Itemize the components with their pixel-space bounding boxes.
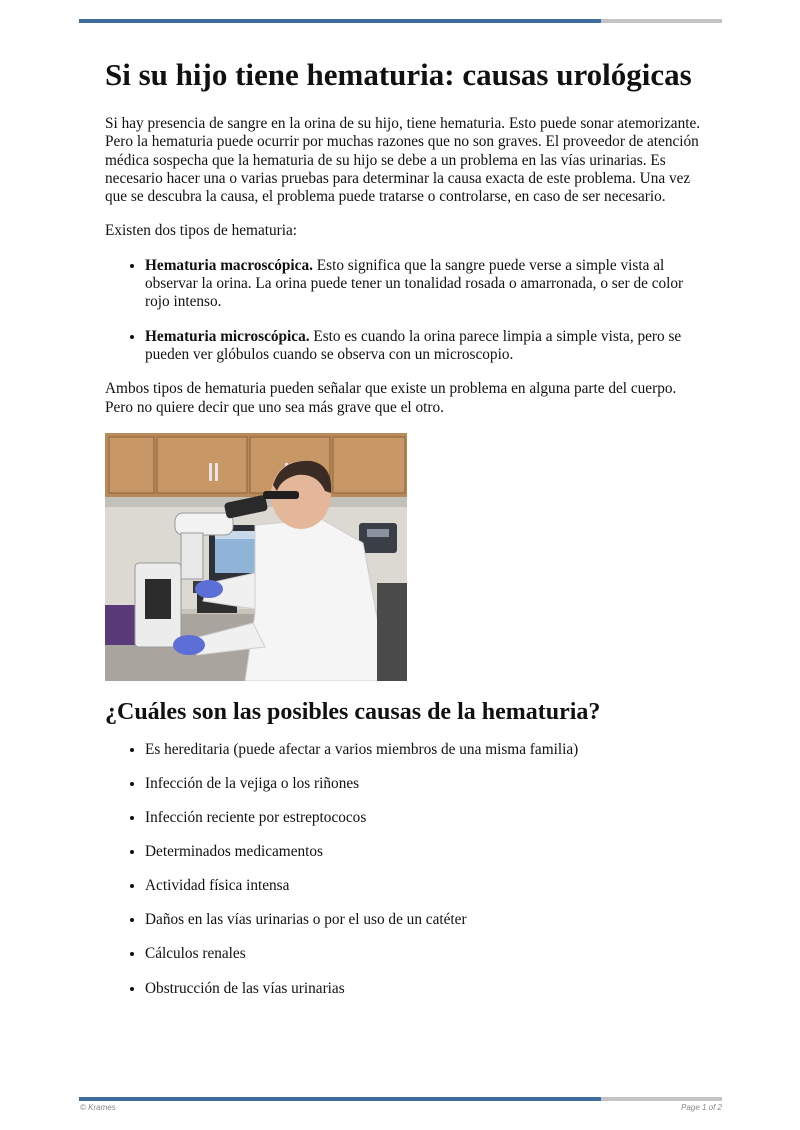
- list-item: • Cálculos renales: [145, 945, 705, 963]
- microscope-illustration: [105, 433, 407, 681]
- list-item: • Es hereditaria (puede afectar a varios miembros de una misma familia): [145, 741, 705, 759]
- type-term: Hematuria macroscópica.: [145, 256, 313, 274]
- types-note: Ambos tipos de hematuria pueden señalar que existe un problema en alguna parte del cuerpo. Pero no quiere decir que uno sea más grave que el otro.: [105, 380, 677, 416]
- page-title: Si su hijo tiene hematuria: causas urológicas: [105, 57, 692, 92]
- list-item: • Daños en las vías urinarias o por el uso de un catéter: [145, 911, 705, 929]
- copyright-text: © Krames: [80, 1103, 116, 1112]
- types-list: [105, 257, 705, 364]
- list-item: • Obstrucción de las vías urinarias: [145, 980, 705, 998]
- footer-rule-accent: [79, 1097, 601, 1101]
- list-item: • Actividad física intensa: [145, 877, 705, 895]
- type-description: Esto significa que la sangre puede verse a simple vista al observar la orina. La orina puede tener un tonalidad rosada o amarronada, o ser de color rojo intenso.: [145, 256, 684, 311]
- lab-technician-photo: [105, 433, 407, 681]
- causes-heading: ¿Cuáles son las posibles causas de la hematuria?: [105, 698, 601, 725]
- list-item: • Infección de la vejiga o los riñones: [145, 775, 705, 793]
- footer-rule: [79, 1097, 722, 1101]
- article: [105, 56, 705, 1014]
- list-item: • Determinados medicamentos: [145, 843, 705, 861]
- header-rule-track: [601, 19, 722, 23]
- type-description: Esto es cuando la orina parece limpia a simple vista, pero se pueden ver glóbulos cuando se observa con un microscopio.: [145, 327, 682, 363]
- list-item: [145, 328, 705, 365]
- header-rule: [79, 19, 722, 23]
- list-item: [145, 257, 705, 312]
- page-number: Page 1 of 2: [681, 1103, 722, 1112]
- footer-rule-track: [601, 1097, 722, 1101]
- intro-paragraph: Si hay presencia de sangre en la orina de su hijo, tiene hematuria. Esto puede sonar atemorizante. Pero la hematuria puede ocurrir por muchas razones que no son graves. El proveedor de atención médica sospecha que la hematuria de su hijo se debe a un problema en las vías urinarias. Es necesario hacer una o varias pruebas para determinar la causa exacta de este problema. Una vez que se descubra la causa, el problema puede tratarse o controlarse, en caso de ser necesario.: [105, 115, 701, 206]
- header-rule-accent: [79, 19, 601, 23]
- list-item: • Infección reciente por estreptococos: [145, 809, 705, 827]
- causes-list: [105, 741, 705, 998]
- types-intro: Existen dos tipos de hematuria:: [105, 222, 298, 240]
- type-term: Hematuria microscópica.: [145, 327, 310, 345]
